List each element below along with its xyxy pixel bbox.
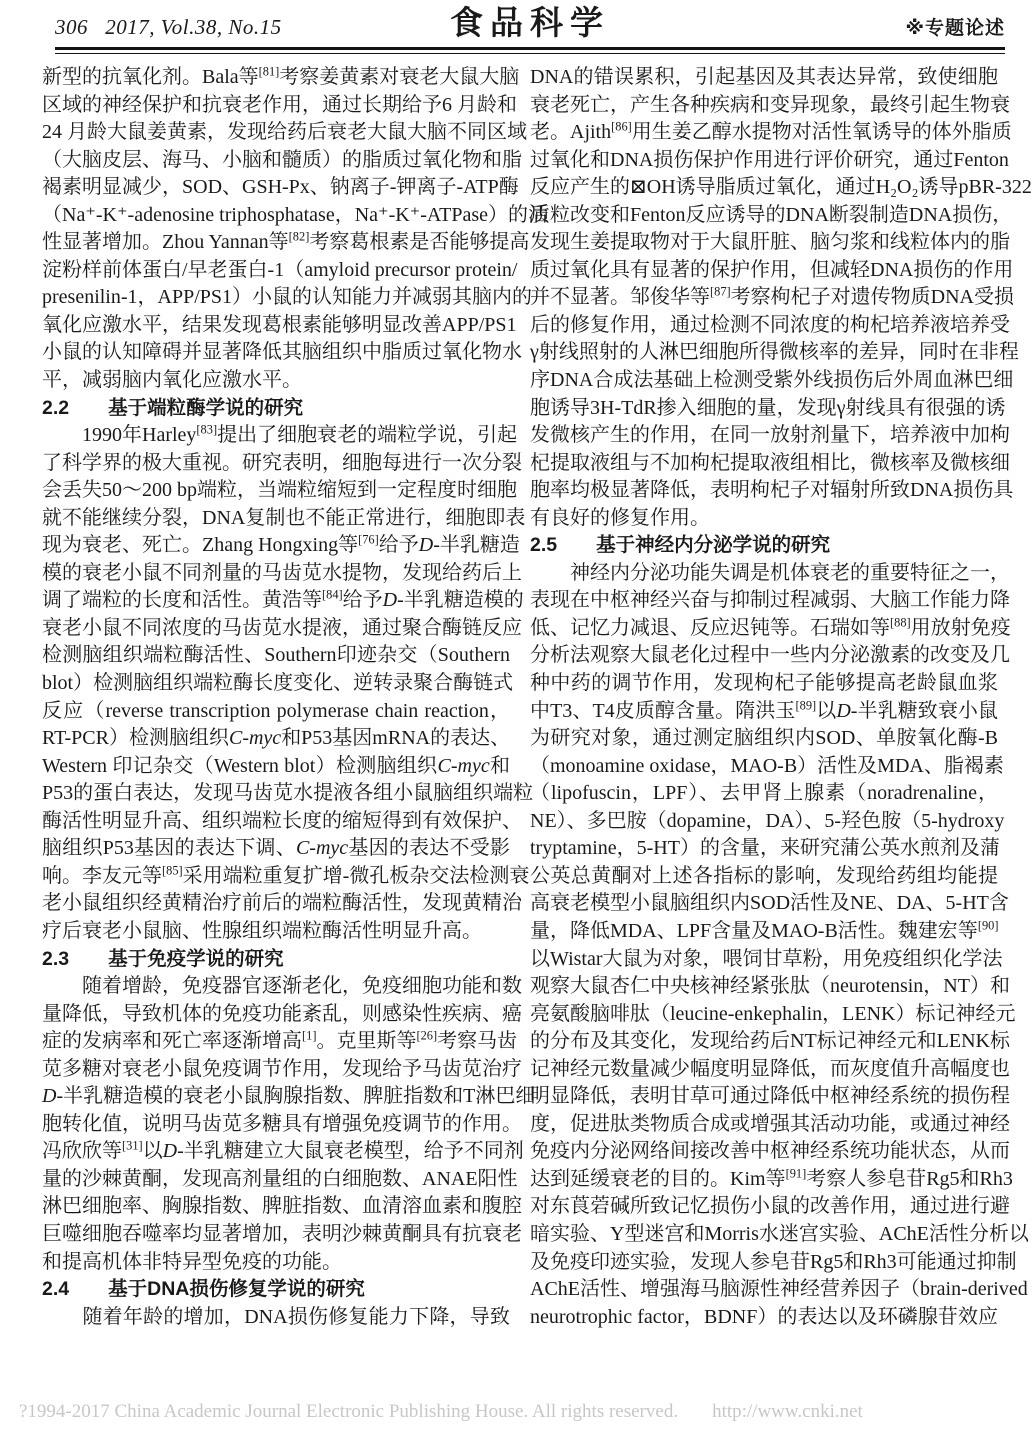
text-line: 神经内分泌功能失调是机体衰老的重要特征之一， — [530, 561, 1010, 584]
text-line: 发微核产生的作用，在同一放射剂量下，培养液中加枸 — [530, 424, 1010, 447]
text-line: Western 印记杂交（Western blot）检测脑组织C-myc和 — [42, 754, 511, 777]
page-number-issue-info: 306 2017, Vol.38, No.15 — [55, 15, 282, 39]
text-line: D-半乳糖造模的衰老小鼠胸腺指数、脾脏指数和T淋巴细 — [42, 1085, 536, 1108]
text-line: RT-PCR）检测脑组织C-myc和P53基因mRNA的表达、 — [42, 727, 511, 750]
text-line: 衰老死亡，产生各种疾病和变异现象，最终引起生物衰 — [530, 93, 1010, 116]
text-line: 低、记忆力减退、反应迟钝等。石瑞如等[88]用放射免疫 — [530, 615, 1011, 639]
text-line: 1990年Harley[83]提出了细胞衰老的端粒学说，引起 — [42, 422, 518, 447]
journal-title: 食品科学 — [450, 4, 610, 41]
text-line: 量，降低MDA、LPF含量及MAO-B活性。魏建宏等[90] — [530, 918, 999, 942]
text-line: 量的沙棘黄酮，发现高剂量组的白细胞数、ANAE阳性 — [42, 1167, 518, 1190]
text-line: 氧化应激水平，结果发现葛根素能够明显改善APP/PS1 — [42, 313, 517, 336]
text-line: （monoamine oxidase，MAO-B）活性及MDA、脂褐素 — [530, 754, 1004, 777]
text-line: AChE活性、增强海马脑源性神经营养因子（brain-derived — [530, 1278, 1028, 1301]
text-line: 衰老小鼠不同浓度的马齿苋水提液，通过聚合酶链反应 — [42, 616, 522, 639]
right-text-column — [530, 64, 1032, 1331]
text-line: 公英总黄酮对上述各指标的影响，发现给药组均能提 — [530, 864, 998, 887]
text-line: 过氧化和DNA损伤保护作用进行评价研究，通过Fenton — [530, 148, 1009, 171]
text-line: 老。Ajith[86]用生姜乙醇水提物对活性氧诱导的体外脂质 — [530, 119, 1012, 144]
text-line: 达到延缓衰老的目的。Kim等[91]考察人参皂苷Rg5和Rh3 — [530, 1166, 1013, 1190]
text-line: （大脑皮层、海马、小脑和髓质）的脂质过氧化物和脂 — [42, 148, 522, 171]
text-line: 现为衰老、死亡。Zhang Hongxing等[76]给予D-半乳糖造 — [42, 532, 520, 557]
text-line: 淋巴细胞率、胸腺指数、脾脏指数、血清溶血素和腹腔 — [42, 1195, 522, 1218]
text-line: 免疫内分泌网络间接改善中枢神经系统功能状态，从而 — [530, 1140, 1010, 1163]
text-line: 就不能继续分裂，DNA复制也不能正常进行，细胞即表 — [42, 506, 526, 529]
text-line: 并不显著。邹俊华等[87]考察枸杞子对遗传物质DNA受损 — [530, 284, 1014, 309]
text-line: 随着年龄的增加，DNA损伤修复能力下降，导致 — [42, 1305, 510, 1328]
text-line: 为研究对象，通过测定脑组织内SOD、单胺氧化酶-B — [530, 727, 998, 750]
page-header — [55, 6, 1005, 40]
text-line: 的分布及其变化，发现给药后NT标记神经元和LENK标 — [530, 1030, 1010, 1053]
text-line: 明显降低，表明甘草可通过降低中枢神经系统的损伤程 — [530, 1085, 1010, 1108]
text-line: 序DNA合成法基础上检测受紫外线损伤后外周血淋巴细 — [530, 369, 1014, 392]
text-line: 脑组织P53基因的表达下调、C-myc基因的表达不受影 — [42, 837, 511, 860]
section-category-label: ※专题论述 — [905, 18, 1005, 39]
text-line: 记神经元数量减少幅度明显降低，而灰度值升高幅度也 — [530, 1057, 1010, 1080]
text-line: 性显著增加。Zhou Yannan等[82]考察葛根素是否能够提高 — [42, 229, 530, 254]
text-line: 老小鼠组织经黄精治疗前后的端粒酶活性，发现黄精治 — [42, 892, 522, 915]
text-line: 高衰老模型小鼠脑组织内SOD活性及NE、DA、5-HT含 — [530, 892, 1009, 915]
text-line: γ射线照射的人淋巴细胞所得微核率的差异，同时在非程 — [530, 341, 1019, 364]
text-line: 24 月龄大鼠姜黄素，发现给药后衰老大鼠大脑不同区域 — [42, 121, 527, 144]
text-line: （Na⁺-K⁺-adenosine triphosphatase，Na⁺-K⁺-ATPase）的活 — [42, 203, 548, 226]
text-line: 杞提取液组与不加枸杞提取液组相比，微核率及微核细 — [530, 451, 1010, 474]
text-line: 巨噬细胞吞噬率均显著增加，表明沙棘黄酮具有抗衰老 — [42, 1222, 522, 1245]
left-text-column — [42, 64, 548, 1331]
text-line: presenilin-1，APP/PS1）小鼠的认知能力并减弱其脑内的 — [42, 286, 533, 309]
section-heading: 2.2 基于端粒酶学说的研究 — [42, 396, 304, 419]
text-line: blot）检测脑组织端粒酶长度变化、逆转录聚合酶链式 — [42, 672, 514, 695]
text-line: 发现生姜提取物对于大鼠肝脏、脑匀浆和线粒体内的脂 — [530, 231, 1010, 254]
text-line: tryptamine，5-HT）的含量，来研究蒲公英水煎剂及蒲 — [530, 837, 1000, 860]
text-line: 冯欣欣等[31]以D-半乳糖建立大鼠衰老模型，给予不同剂 — [42, 1138, 524, 1163]
text-line: 响。李友元等[85]采用端粒重复扩增-微孔板杂交法检测衰 — [42, 863, 530, 887]
text-line: 度，促进肽类物质合成或增强其活动功能，或通过神经 — [530, 1112, 1010, 1135]
text-line: 观察大鼠杏仁中央核神经紧张肽（neurotensin，NT）和 — [530, 975, 1010, 998]
text-line: 中T3、T4皮质醇含量。隋洪玉[89]以D-半乳糖致衰小鼠 — [530, 697, 999, 722]
text-line: 淀粉样前体蛋白/早老蛋白-1（amyloid precursor protein/ — [42, 258, 518, 281]
section-heading: 2.5 基于神经内分泌学说的研究 — [530, 534, 831, 557]
header-double-rule — [55, 47, 1005, 50]
text-line: 量降低，导致机体的免疫功能紊乱，则感染性疾病、癌 — [42, 1002, 522, 1025]
text-line: 和提高机体非特异型免疫的功能。 — [42, 1250, 342, 1273]
text-line: 新型的抗氧化剂。Bala等[81]考察姜黄素对衰老大鼠大脑 — [42, 64, 520, 88]
text-line: 有良好的修复作用。 — [530, 506, 710, 529]
section-heading: 2.3 基于免疫学说的研究 — [42, 947, 284, 970]
text-line: 以Wistar大鼠为对象，喂饲甘草粉，用免疫组织化学法 — [530, 947, 1003, 970]
text-line: 平，减弱脑内氧化应激水平。 — [42, 369, 302, 392]
text-line: 胞转化值，说明马齿苋多糖具有增强免疫调节的作用。 — [42, 1112, 522, 1135]
text-line: 胞率均极显著降低，表明枸杞子对辐射所致DNA损伤具 — [530, 479, 1014, 502]
text-line: 质过氧化具有显著的保护作用，但减轻DNA损伤的作用 — [530, 258, 1014, 281]
text-line: 质粒改变和Fenton反应诱导的DNA断裂制造DNA损伤， — [530, 203, 1013, 226]
text-line: 及免疫印迹实验，发现人参皂苷Rg5和Rh3可能通过抑制 — [530, 1250, 1017, 1273]
text-line: 检测脑组织端粒酶活性、Southern印迹杂交（Southern — [42, 644, 510, 667]
text-line: 小鼠的认知障碍并显著降低其脑组织中脂质过氧化物水 — [42, 341, 522, 364]
text-line: 后的修复作用，通过检测不同浓度的枸杞培养液培养受 — [530, 313, 1010, 336]
text-line: DNA的错误累积，引起基因及其表达异常，致使细胞 — [530, 66, 998, 88]
text-line: 酶活性明显升高、组织端粒长度的缩短得到有效保护、 — [42, 809, 522, 832]
text-line: 区域的神经保护和抗衰老作用，通过长期给予6 月龄和 — [42, 93, 517, 116]
text-line: 表现在中枢神经兴奋与抑制过程减弱、大脑工作能力降 — [530, 589, 1010, 612]
text-line: 调了端粒的长度和活性。黄浩等[84]给予D-半乳糖造模的 — [42, 587, 524, 612]
copyright-notice: ?1994-2017 China Academic Journal Electronic Publishing House. All rights reserved. — [19, 1401, 679, 1422]
text-line: P53的蛋白表达，发现马齿苋水提液各组小鼠脑组织端粒 — [42, 782, 534, 805]
text-line: 分析法观察大鼠老化过程中一些内分泌激素的改变及几 — [530, 644, 1010, 667]
text-line: 会丢失50～200 bp端粒，当端粒缩短到一定程度时细胞 — [42, 479, 517, 502]
text-line: 了科学界的极大重视。研究表明，细胞每进行一次分裂 — [42, 451, 522, 474]
text-line: 苋多糖对衰老小鼠免疫调节作用，发现给予马齿苋治疗 — [42, 1057, 522, 1080]
text-line: 症的发病率和死亡率逐渐增高[1]。克里斯等[26]考察马齿 — [42, 1028, 518, 1053]
text-line: 亮氨酸脑啡肽（leucine-enkephalin，LENK）标记神经元 — [530, 1002, 1016, 1025]
cnki-url: http://www.cnki.net — [712, 1401, 863, 1422]
text-line: 种中药的调节作用，发现枸杞子能够提高老龄鼠血浆 — [530, 672, 998, 695]
text-line: 胞诱导3H-TdR掺入细胞的量，发现γ射线具有很强的诱 — [530, 396, 1006, 419]
text-line: NE）、多巴胺（dopamine，DA）、5-羟色胺（5-hydroxy — [530, 809, 1005, 832]
text-line: 疗后衰老小鼠脑、性腺组织端粒酶活性明显升高。 — [42, 919, 482, 942]
text-line: 随着增龄，免疫器官逐渐老化，免疫细胞功能和数 — [42, 975, 522, 998]
section-heading: 2.4 基于DNA损伤修复学说的研究 — [42, 1278, 365, 1301]
text-line: 褐素明显减少，SOD、GSH-Px、钠离子-钾离子-ATP酶 — [42, 176, 519, 199]
text-line: 反应（reverse transcription polymerase chain reaction， — [42, 699, 510, 722]
text-line: 对东莨菪碱所致记忆损伤小鼠的改善作用，通过进行避 — [530, 1195, 1010, 1218]
page-footer — [0, 1379, 1024, 1445]
text-line: 反应产生的⊠OH诱导脂质过氧化，通过H₂O₂诱导pBR-322 — [530, 176, 1032, 199]
text-line: （lipofuscin，LPF）、去甲肾上腺素（noradrenaline， — [530, 782, 998, 805]
text-line: 暗实验、Y型迷宫和Morris水迷宫实验、AChE活性分析以 — [530, 1222, 1029, 1245]
text-line: neurotrophic factor，BDNF）的表达以及环磷腺苷效应 — [530, 1305, 998, 1328]
text-line: 模的衰老小鼠不同剂量的马齿苋水提物，发现给药后上 — [42, 561, 522, 584]
